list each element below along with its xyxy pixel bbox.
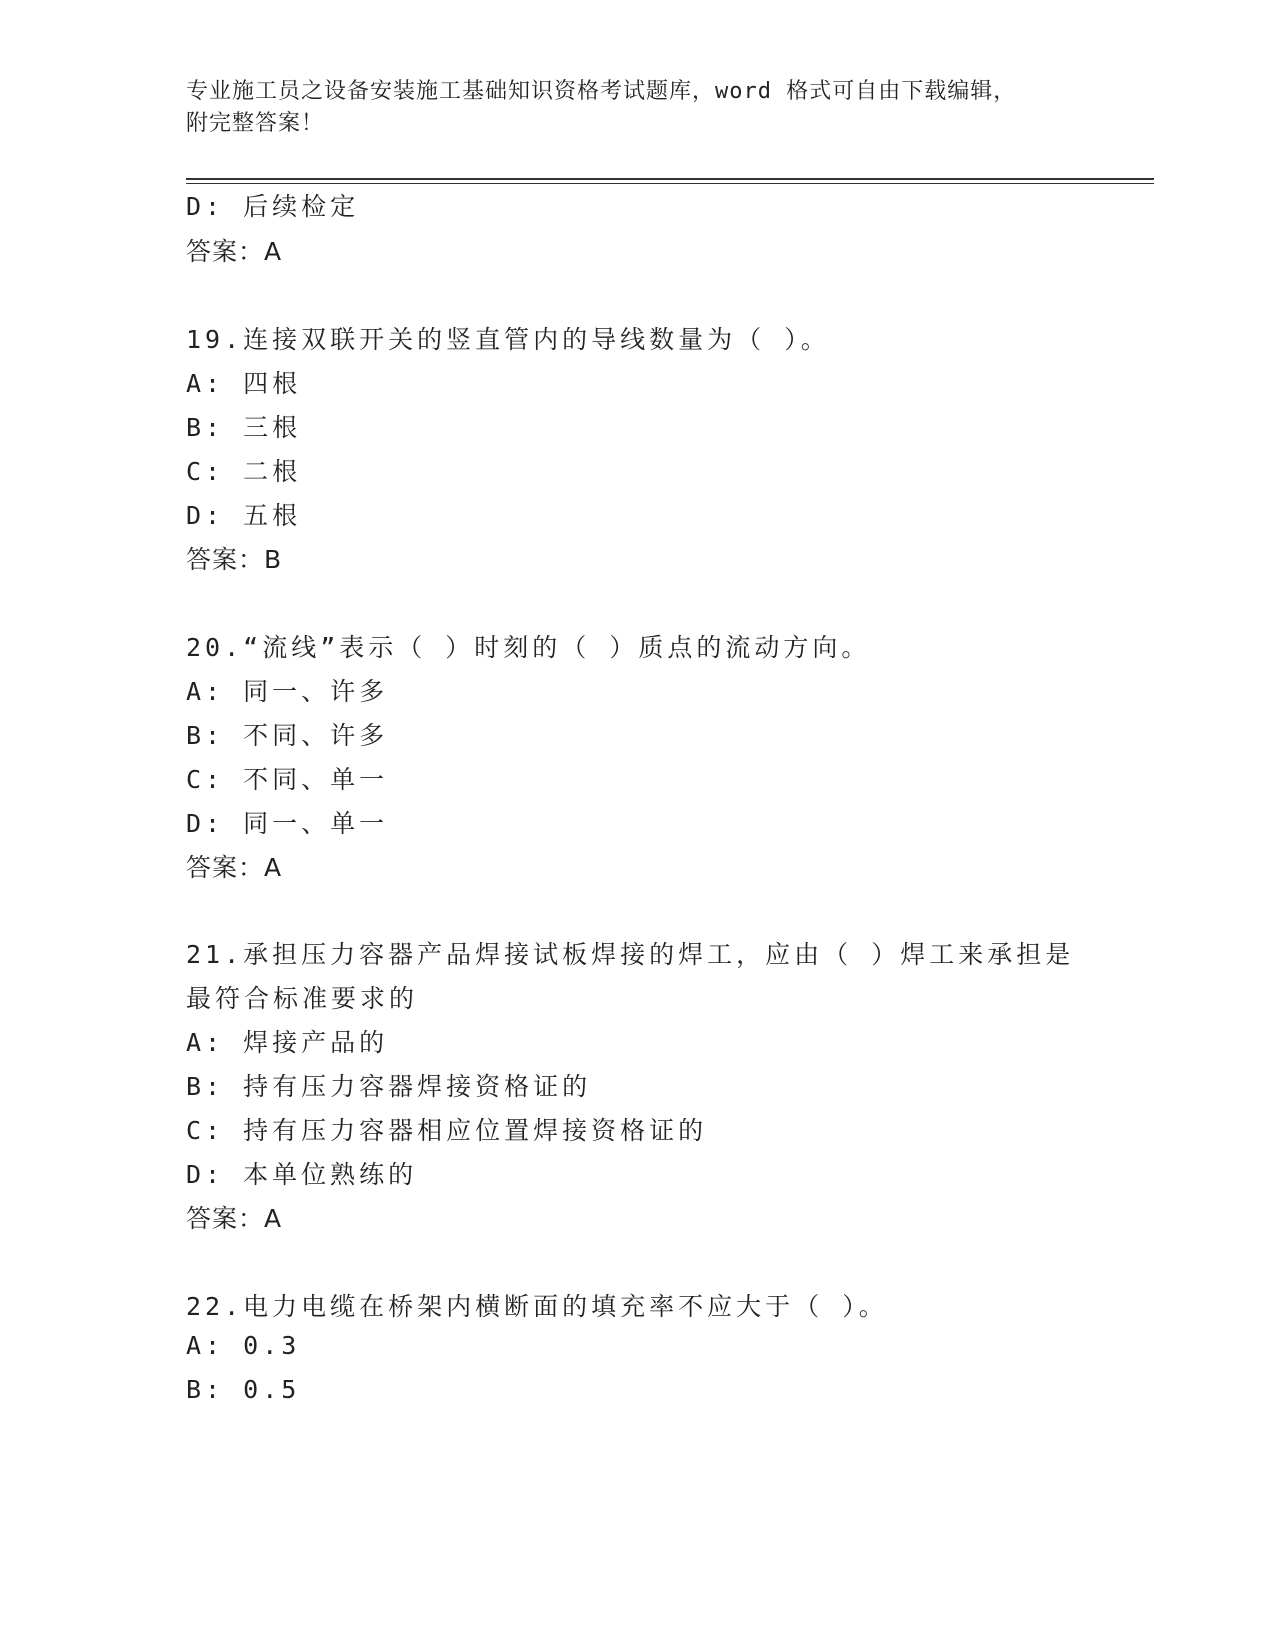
q21-answer: 答案：A [186,1204,283,1233]
q21-option-a: A: 焊接产品的 [186,1028,389,1057]
header-line-2: 附完整答案！ [186,111,325,136]
q19-option-c: C: 二根 [186,457,302,486]
q21-question-line-1: 21.承担压力容器产品焊接试板焊接的焊工，应由（ ）焊工来承担是 [186,940,1075,969]
q20-option-a: A: 同一、许多 [186,677,389,706]
q22-option-a: A: 0.3 [186,1331,301,1360]
q22-option-b: B: 0.5 [186,1375,301,1404]
q21-option-c: C: 持有压力容器相应位置焊接资格证的 [186,1116,708,1145]
q19-option-a: A: 四根 [186,369,302,398]
q20-option-c: C: 不同、单一 [186,765,389,794]
q21-question-line-2: 最符合标准要求的 [186,984,419,1013]
header-divider-thin [186,183,1154,184]
q19-question: 19.连接双联开关的竖直管内的导线数量为（ ）。 [186,325,830,354]
header-line-1: 专业施工员之设备安装施工基础知识资格考试题库，word 格式可自由下载编辑， [186,79,1017,104]
q21-option-b: B: 持有压力容器焊接资格证的 [186,1072,592,1101]
q20-question: 20.“流线”表示（ ）时刻的（ ）质点的流动方向。 [186,633,871,662]
q19-option-d: D: 五根 [186,501,302,530]
document-header [186,76,1086,140]
q20-option-d: D: 同一、单一 [186,809,389,838]
q22-question: 22.电力电缆在桥架内横断面的填充率不应大于（ ）。 [186,1292,888,1321]
q19-option-b: B: 三根 [186,413,302,442]
header-divider-thick [186,178,1154,180]
prev-answer: 答案：A [186,237,283,266]
q21-option-d: D: 本单位熟练的 [186,1160,418,1189]
q20-option-b: B: 不同、许多 [186,721,389,750]
q19-answer: 答案：B [186,545,283,574]
prev-option-d: D: 后续检定 [186,192,360,221]
q20-answer: 答案：A [186,853,283,882]
